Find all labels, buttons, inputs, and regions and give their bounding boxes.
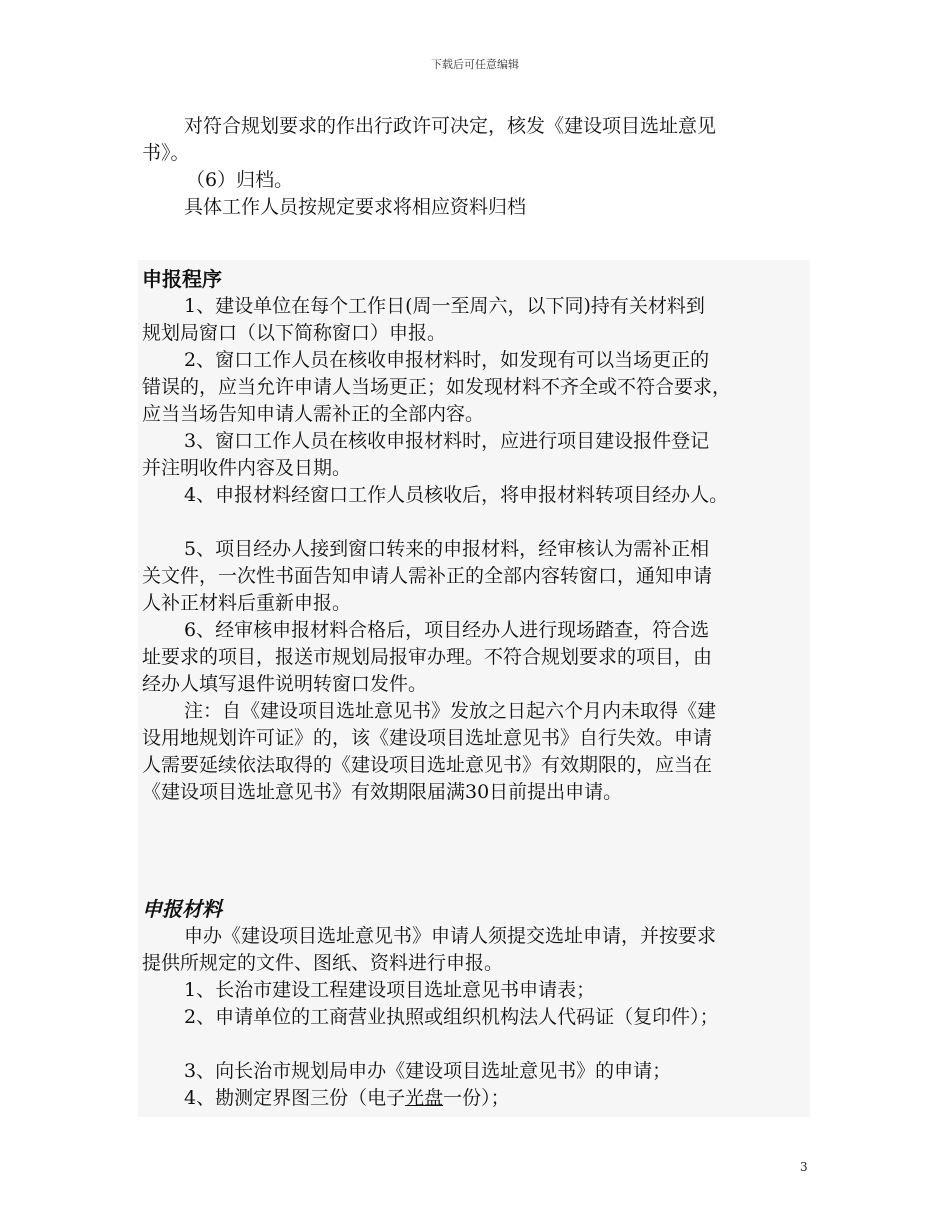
paragraph-line: 1、建设单位在每个工作日(周一至周六，以下同)持有关材料到 bbox=[184, 295, 705, 317]
paragraph-line: 人补正材料后重新申报。 bbox=[142, 592, 352, 614]
paragraph-line: 设用地规划许可证》的，该《建设项目选址意见书》自行失效。申请 bbox=[142, 727, 713, 749]
paragraph-line: 经办人填写退件说明转窗口发件。 bbox=[142, 673, 428, 695]
list-item bbox=[142, 1085, 832, 1112]
section-heading-materials: 申报材料 bbox=[142, 897, 222, 921]
list-item: 2、申请单位的工商营业执照或组织机构法人代码证（复印件）； bbox=[184, 1006, 719, 1028]
paragraph-line: （6）归档。 bbox=[186, 169, 294, 191]
paragraph-line: 址要求的项目，报送市规划局报审办理。不符合规划要求的项目，由 bbox=[142, 646, 713, 668]
paragraph-line: 注：自《建设项目选址意见书》发放之日起六个月内未取得《建 bbox=[184, 700, 717, 722]
paragraph-line: 应当当场告知申请人需补正的全部内容。 bbox=[142, 403, 485, 425]
paragraph-line: 3、窗口工作人员在核收申报材料时，应进行项目建设报件登记 bbox=[184, 430, 710, 452]
section-heading-procedure: 申报程序 bbox=[142, 267, 222, 291]
paragraph-line: 并注明收件内容及日期。 bbox=[142, 457, 352, 479]
paragraph-line: 对符合规划要求的作出行政许可决定，核发《建设项目选址意见 bbox=[184, 115, 717, 137]
paragraph-line: 提供所规定的文件、图纸、资料进行申报。 bbox=[142, 952, 504, 974]
list-item-text: 一份）； bbox=[443, 1087, 510, 1109]
materials-block bbox=[142, 923, 832, 1112]
paragraph-line: 具体工作人员按规定要求将相应资料归档 bbox=[184, 196, 527, 218]
paragraph-line: 申办《建设项目选址意见书》申请人须提交选址申请，并按要求 bbox=[184, 925, 717, 947]
paragraph-line: 《建设项目选址意见书》有效期限届满30日前提出申请。 bbox=[142, 781, 623, 803]
list-item: 3、向长治市规划局申办《建设项目选址意见书》的申请； bbox=[184, 1060, 672, 1082]
paragraph-line: 5、项目经办人接到窗口转来的申报材料，经审核认为需补正相 bbox=[184, 538, 710, 560]
procedure-block bbox=[142, 293, 832, 806]
paragraph-line: 2、窗口工作人员在核收申报材料时，如发现有可以当场更正的 bbox=[184, 349, 710, 371]
paragraph-line: 6、经审核申报材料合格后，项目经办人进行现场踏查，符合选 bbox=[184, 619, 710, 641]
paragraph-line: 书》。 bbox=[142, 142, 190, 164]
underlined-term: 光盘 bbox=[405, 1087, 444, 1109]
paragraph-line: 错误的，应当允许申请人当场更正；如发现材料不齐全或不符合要求， bbox=[142, 376, 732, 398]
list-item-text: 4、勘测定界图三份（电子 bbox=[184, 1087, 406, 1109]
page-number: 3 bbox=[800, 1160, 808, 1174]
paragraph-line: 关文件，一次性书面告知申请人需补正的全部内容转窗口，通知申请 bbox=[142, 565, 713, 587]
paragraph-line: 4、申报材料经窗口工作人员核收后，将申报材料转项目经办人。 bbox=[184, 484, 729, 506]
list-item: 1、长治市建设工程建设项目选址意见书申请表； bbox=[184, 979, 596, 1001]
paragraph-line: 人需要延续依法取得的《建设项目选址意见书》有效期限的，应当在 bbox=[142, 754, 713, 776]
paragraph-line: 规划局窗口（以下简称窗口）申报。 bbox=[142, 322, 447, 344]
intro-block bbox=[142, 113, 832, 221]
page-header: 下载后可任意编辑 bbox=[431, 58, 519, 71]
